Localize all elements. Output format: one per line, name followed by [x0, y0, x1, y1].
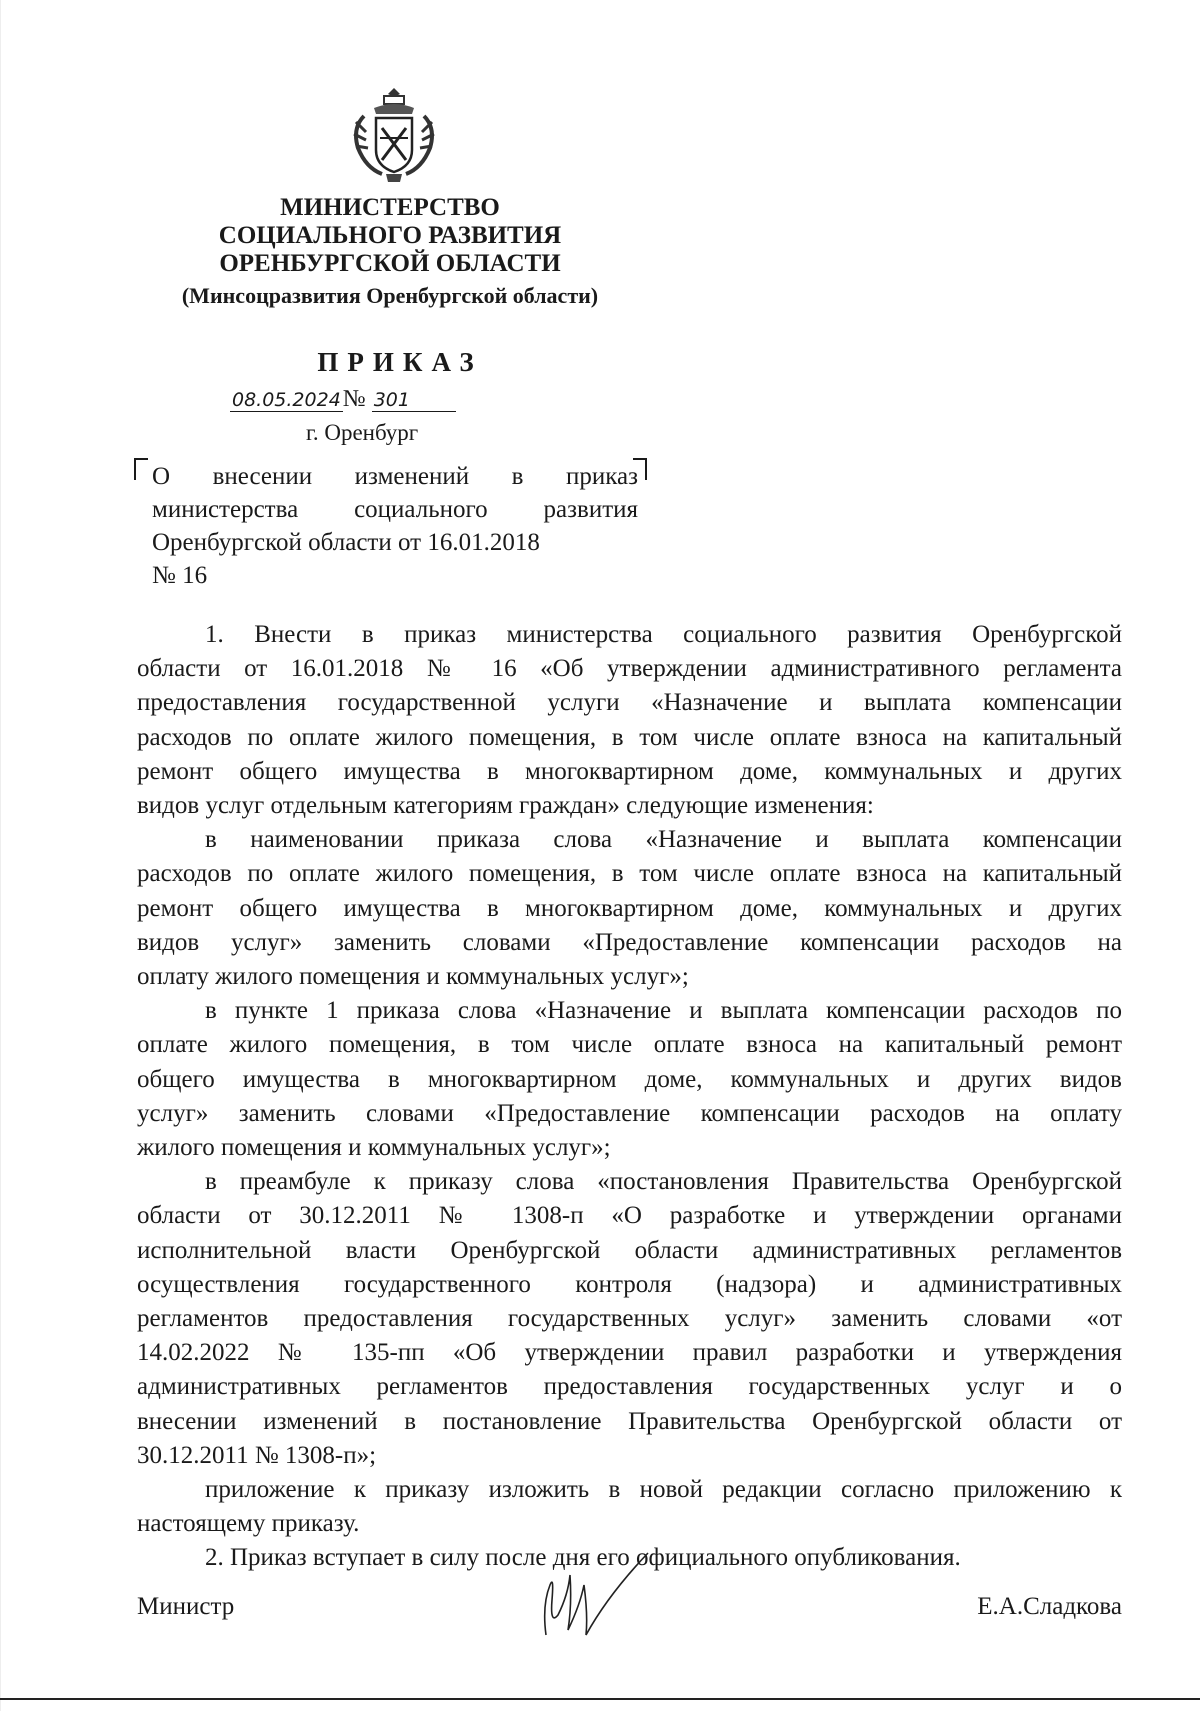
body-line: предоставления государственной услуги «Назначение и выплата компенсации: [137, 689, 1122, 717]
city: г. Оренбург: [306, 420, 419, 445]
ministry-title-line1: МИНИСТЕРСТВО: [280, 194, 500, 221]
document-type: ПРИКАЗ: [317, 347, 483, 377]
body-line: регламентов предоставления государственных услуг» заменить словами «от: [137, 1305, 1122, 1333]
ministry-title-line2: СОЦИАЛЬНОГО РАЗВИТИЯ: [218, 222, 562, 249]
subject-line: № 16: [152, 562, 208, 589]
body-line: ремонт общего имущества в многоквартирном доме, коммунальных и других: [137, 894, 1122, 922]
ministry-title-line3: ОРЕНБУРГСКОЙ ОБЛАСТИ: [219, 250, 561, 277]
body-line: внесении изменений в постановление Правительства Оренбургской области от: [137, 1407, 1122, 1435]
body-line: в пункте 1 приказа слова «Назначение и выплата компенсации расходов по: [205, 997, 1122, 1025]
body-line: 14.02.2022 № 135-пп «Об утверждении правил разработки и утверждения: [137, 1339, 1122, 1367]
handwritten-signature: [528, 1545, 658, 1645]
subject-line: О внесении изменений в приказ: [152, 463, 638, 490]
body-line: ремонт общего имущества в многоквартирном доме, коммунальных и других: [137, 757, 1122, 785]
document-number: 301: [372, 389, 456, 412]
body-line: 30.12.2011 № 1308-п»;: [137, 1441, 377, 1469]
body-line: оплату жилого помещения и коммунальных услуг»;: [137, 963, 689, 991]
body-line: в преамбуле к приказу слова «постановления Правительства Оренбургской: [205, 1168, 1122, 1196]
body-line: в наименовании приказа слова «Назначение и выплата компенсации: [205, 826, 1122, 854]
body-line: услуг» заменить словами «Предоставление компенсации расходов на оплату: [137, 1099, 1122, 1127]
scan-edge: [0, 0, 1, 1711]
body-line: расходов по оплате жилого помещения, в том числе оплате взноса на капитальный: [137, 723, 1122, 751]
subject-line: Оренбургской области от 16.01.2018: [152, 529, 540, 556]
body-line: видов услуг» заменить словами «Предоставление компенсации расходов на: [137, 928, 1122, 956]
ministry-short-name: (Минсоцразвития Оренбургской области): [181, 283, 599, 308]
body-line: настоящему приказу.: [137, 1510, 360, 1538]
subject-bracket-left: [134, 458, 148, 480]
body-line: видов услуг отдельным категориям граждан» следующие изменения:: [137, 792, 874, 820]
number-sign: №: [342, 386, 366, 412]
signatory-name: Е.А.Сладкова: [977, 1593, 1122, 1620]
document-date: 08.05.2024: [232, 389, 341, 411]
signatory-position: Министр: [137, 1593, 235, 1620]
page-bottom-border: [0, 1698, 1200, 1700]
body-line: осуществления государственного контроля (надзора) и административных: [137, 1270, 1122, 1298]
body-line: 2. Приказ вступает в силу после дня его официального опубликования.: [205, 1544, 961, 1572]
body-line: области от 16.01.2018 № 16 «Об утверждении административного регламента: [137, 655, 1122, 683]
document-body: [137, 618, 1122, 1576]
coat-of-arms-icon: [344, 88, 444, 188]
body-line: административных регламентов предоставления государственных услуг и о: [137, 1373, 1122, 1401]
body-line: жилого помещения и коммунальных услуг»;: [137, 1134, 611, 1162]
body-line: оплате жилого помещения, в том числе оплате взноса на капитальный ремонт: [137, 1031, 1122, 1059]
document-subject: [152, 460, 638, 592]
body-line: расходов по оплате жилого помещения, в том числе оплате взноса на капитальный: [137, 860, 1122, 888]
subject-line: министерства социального развития: [152, 496, 638, 523]
body-line: области от 30.12.2011 № 1308-п «О разработке и утверждении органами: [137, 1202, 1122, 1230]
body-line: исполнительной власти Оренбургской области административных регламентов: [137, 1236, 1122, 1264]
body-line: приложение к приказу изложить в новой редакции согласно приложению к: [205, 1476, 1122, 1504]
body-line: общего имущества в многоквартирном доме, коммунальных и других видов: [137, 1065, 1122, 1093]
body-line: 1. Внести в приказ министерства социального развития Оренбургской: [205, 621, 1122, 648]
date-number-line: [230, 386, 456, 413]
